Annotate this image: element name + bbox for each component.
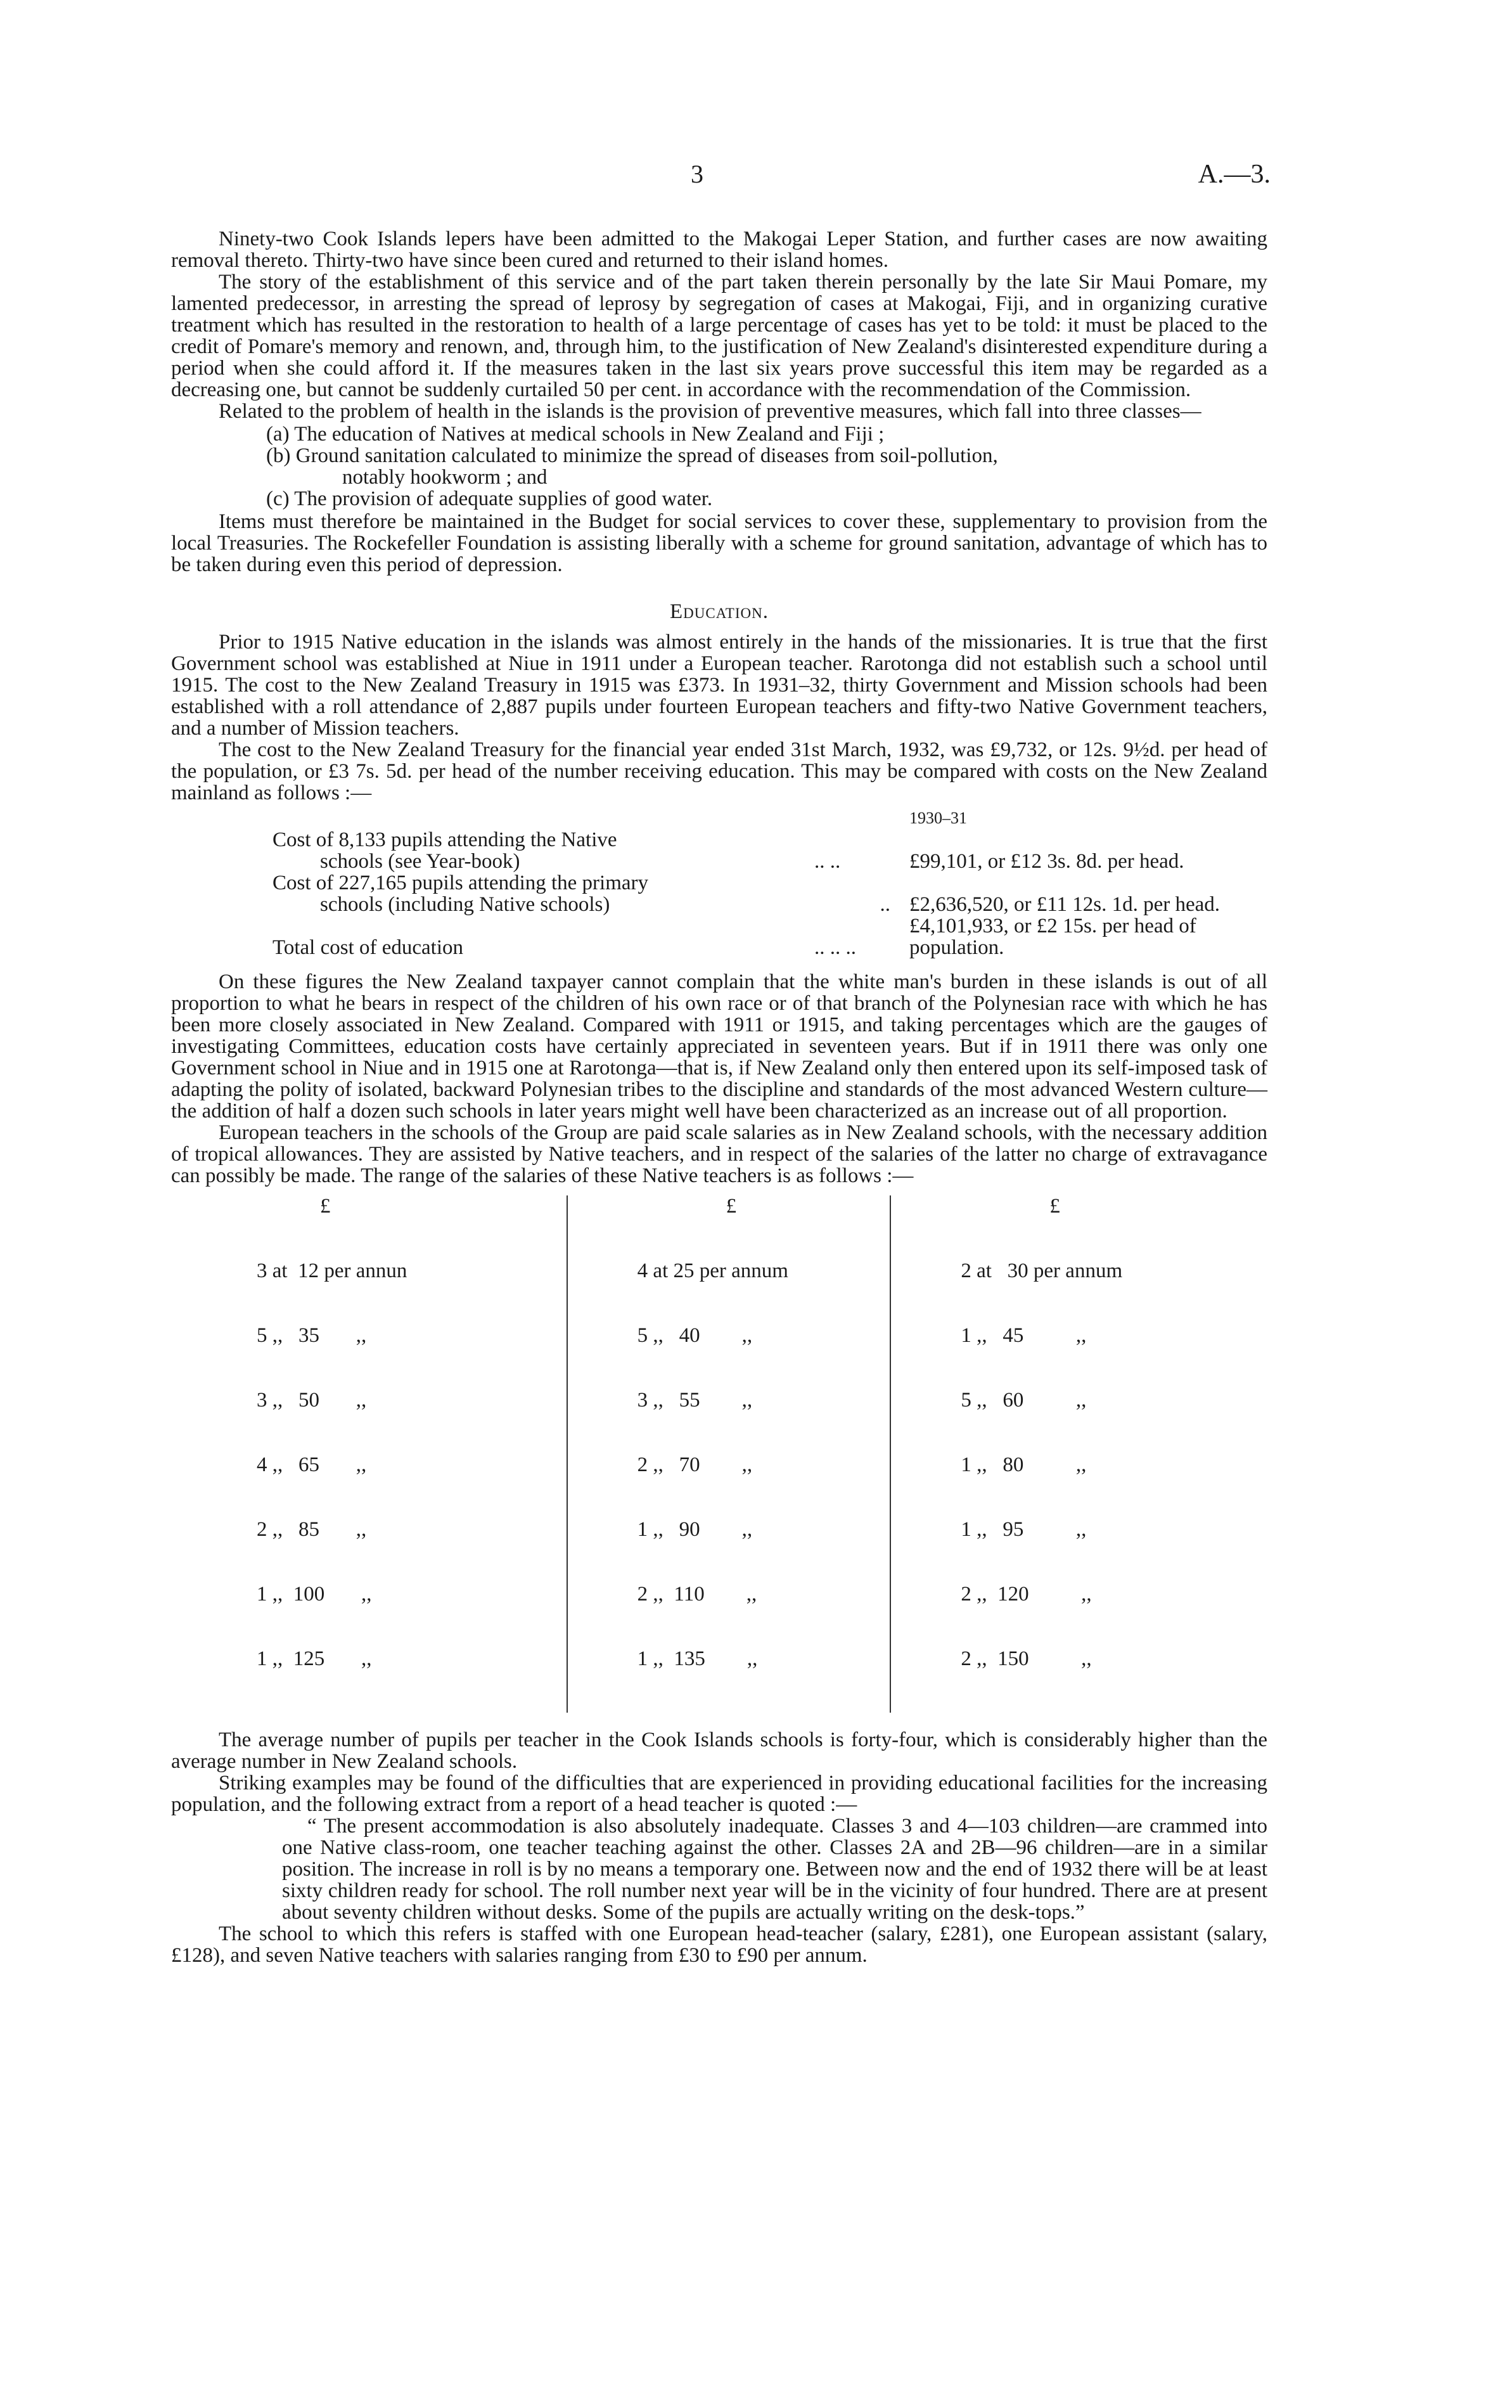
table-row: [272, 829, 1267, 851]
salary-row: 1 ,, 100 ,,: [257, 1583, 372, 1606]
salary-column: [890, 1195, 1214, 1713]
page-header: [171, 158, 1271, 196]
pound-symbol: £: [726, 1195, 737, 1218]
list-item-text: The provision of adequate supplies of good water.: [294, 487, 713, 510]
paragraph: The average number of pupils per teacher in the Cook Islands schools is forty-four, which is considerably higher than the average number in New Zealand schools.: [171, 1729, 1267, 1773]
page-body: [171, 228, 1267, 1966]
table-row: [272, 872, 1267, 894]
year-heading: 1930–31: [909, 809, 967, 827]
pound-symbol: £: [320, 1195, 331, 1218]
quoted-extract: [282, 1815, 1267, 1923]
salary-table: [244, 1195, 1214, 1713]
table-cell-label: schools (see Year-book): [320, 850, 520, 873]
salary-row: 2 ,, 120 ,,: [961, 1583, 1092, 1606]
salary-row: 3 ,, 50 ,,: [257, 1389, 367, 1412]
paragraph: Striking examples may be found of the difficulties that are experienced in providing educational facilities for the increasing population, and the following extract from a report of a head teacher is quoted :—: [171, 1772, 1267, 1816]
list-item-text: The education of Natives at medical schools in New Zealand and Fiji ;: [294, 423, 885, 446]
salary-row: 3 at 12 per annun: [257, 1259, 407, 1282]
salary-column: [244, 1195, 567, 1713]
list-item: [171, 423, 1267, 445]
page-number: 3: [691, 160, 703, 188]
list-item-text: Ground sanitation calculated to minimize the spread of diseases from soil-pollution,: [295, 444, 998, 467]
paragraph: The story of the establishment of this service and of the part taken therein personally by the late Sir Maui Pomare, my lamented predecessor, in arresting the spread of leprosy by segregation of cases at Makogai, Fiji, and in organizing curative treatment which has resulted in the restoration to health of a large percentage of cases has yet to be told: it must be placed to the credit of Pomare's memory and renown, and, through him, to the justification of New Zealand's disinterested expenditure during a period when she could afford it. If the measures taken in the last six years prove successful this item may be regarded as a decreasing one, but cannot be suddenly curtailed 50 per cent. in accordance with the recommendation of the Commission.: [171, 271, 1267, 401]
list-item-label: (a): [266, 423, 290, 446]
paragraph: European teachers in the schools of the Group are paid scale salaries as in New Zealand schools, with the necessary addition of tropical allowances. They are assisted by Native teachers, and in respect of the salaries of the latter no charge of extravagance can possibly be made. The range of the salaries of these Native teachers is as follows :—: [171, 1121, 1267, 1187]
document-reference: A.—3.: [1198, 160, 1271, 189]
pound-symbol: £: [1049, 1195, 1060, 1218]
paragraph: Prior to 1915 Native education in the islands was almost entirely in the hands of the missionaries. It is true that the first Government school was established at Niue in 1911 under a European teacher. Rarotonga did not establish such a school until 1915. The cost to the New Zealand Treasury in 1915 was £373. In 1931–32, thirty Government and Mission schools had been established with a roll attendance of 2,887 pupils under fourteen European teachers and fifty-two Native Government teachers, and a number of Mission teachers.: [171, 631, 1267, 740]
salary-row: 5 ,, 60 ,,: [961, 1389, 1087, 1412]
list-item: [171, 445, 1267, 467]
salary-row: 2 ,, 110 ,,: [637, 1583, 757, 1606]
paragraph: Related to the problem of health in the islands is the provision of preventive measures, which fall into three classes—: [219, 400, 1201, 423]
classes-list: [171, 423, 1267, 510]
paragraph: Items must therefore be maintained in the Budget for social services to cover these, supplementary to provision from the local Treasuries. The Rockefeller Foundation is assisting liberally with a scheme for ground sanitation, advantage of which has to be taken during even this period of depression.: [171, 510, 1267, 576]
list-item: [171, 488, 1267, 510]
salary-row: 2 ,, 150 ,,: [961, 1647, 1092, 1670]
list-item-label: (b): [266, 444, 291, 467]
table-cell-dots: .. .. ..: [814, 936, 856, 959]
salary-row: 1 ,, 95 ,,: [961, 1518, 1087, 1541]
salary-column: [567, 1195, 890, 1713]
list-item-continuation: notably hookworm ; and: [342, 466, 548, 489]
table-cell-value: £4,101,933, or £2 15s. per head of population.: [909, 915, 1196, 959]
paragraph: The school to which this refers is staffed with one European head-teacher (salary, £281), one European assistant (salary, £128), and seven Native teachers with salaries ranging from £30 to £90 per annum.: [171, 1922, 1267, 1967]
table-cell-label: Cost of 227,165 pupils attending the primary: [272, 872, 649, 894]
salary-row: 3 ,, 55 ,,: [637, 1389, 753, 1412]
paragraph: The cost to the New Zealand Treasury for the financial year ended 31st March, 1932, was £9,732, or 12s. 9½d. per head of the population, or £3 7s. 5d. per head of the number receiving education. This may be compared with costs on the New Zealand mainland as follows :—: [171, 738, 1267, 804]
table-cell-label: schools (including Native schools): [320, 893, 610, 916]
salary-row: 2 ,, 70 ,,: [637, 1453, 753, 1476]
table-row: [272, 851, 1267, 872]
table-cell-value: £2,636,520, or £11 12s. 1d. per head.: [909, 893, 1220, 916]
table-header-row: [272, 808, 1267, 829]
section-heading-education: Education.: [670, 600, 769, 623]
table-cell-label: Cost of 8,133 pupils attending the Native: [272, 828, 617, 851]
salary-row: 1 ,, 45 ,,: [961, 1324, 1087, 1347]
salary-row: 2 at 30 per annum: [961, 1259, 1123, 1282]
salary-row: 1 ,, 80 ,,: [961, 1453, 1087, 1476]
cost-comparison-table: [272, 808, 1267, 958]
quote-text: “ The present accommodation is also absolutely inadequate. Classes 3 and 4—103 children—are crammed into one Native class-room, one teacher teaching against the other. Classes 2A and 2B—96 children—are in a similar position. The increase in roll is by no means a temporary one. Between now and the end of 1932 there will be at least sixty children ready for school. The roll number next year will be in the vicinity of four hundred. There are at present about seventy children without desks. Some of the pupils are actually writing on the desk-tops.”: [282, 1815, 1267, 1924]
paragraph: On these figures the New Zealand taxpayer cannot complain that the white man's burden in these islands is out of all proportion to what he bears in respect of the children of his own race or of that branch of the Polynesian race with which he has been more closely associated in New Zealand. Compared with 1911 or 1915, and taking percentages which are the gauges of investigating Committees, education costs have certainly appreciated in seventeen years. But if in 1911 there was only one Government school in Niue and in 1915 one at Rarotonga—that is, if New Zealand only then entered upon its self-imposed task of adapting the polity of isolated, backward Polynesian tribes to the discipline and standards of the most advanced Western culture—the addition of half a dozen such schools in later years might well have been characterized as an increase out of all proportion.: [171, 970, 1267, 1123]
salary-row: 2 ,, 85 ,,: [257, 1518, 367, 1541]
salary-row: 1 ,, 125 ,,: [257, 1647, 372, 1670]
table-row: [272, 915, 1267, 958]
list-item-label: (c): [266, 487, 290, 510]
table-cell-value: £99,101, or £12 3s. 8d. per head.: [909, 850, 1184, 873]
salary-row: 5 ,, 35 ,,: [257, 1324, 367, 1347]
salary-row: 5 ,, 40 ,,: [637, 1324, 753, 1347]
table-cell-dots: ..: [880, 893, 890, 916]
table-cell-dots: .. ..: [814, 850, 841, 873]
table-cell-label: Total cost of education: [272, 936, 464, 959]
salary-row: 1 ,, 90 ,,: [637, 1518, 753, 1541]
salary-row: 4 ,, 65 ,,: [257, 1453, 367, 1476]
salary-row: 1 ,, 135 ,,: [637, 1647, 758, 1670]
salary-row: 4 at 25 per annum: [637, 1259, 788, 1282]
table-row: [272, 894, 1267, 915]
paragraph: Ninety-two Cook Islands lepers have been admitted to the Makogai Leper Station, and further cases are now awaiting removal thereto. Thirty-two have since been cured and returned to their island homes.: [171, 228, 1267, 272]
